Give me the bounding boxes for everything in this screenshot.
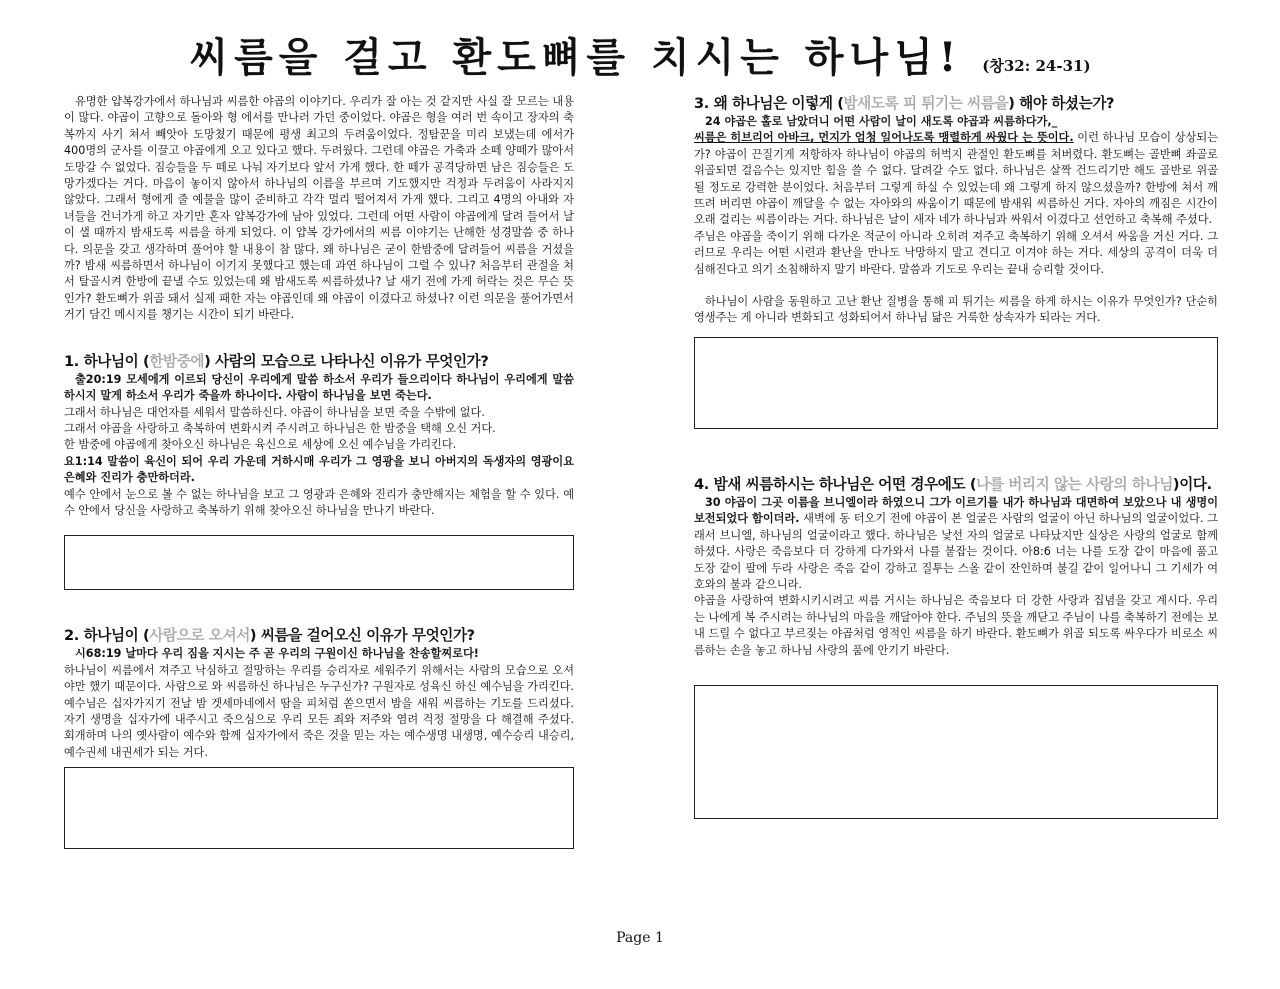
section-1-line: 한 밤중에 야곱에게 찾아오신 하나님은 육신으로 세상에 오신 예수님을 가리킨다. — [64, 438, 457, 452]
section-3-emphasis: 씨름은 히브리어 아바크, 먼지가 엄청 일어나도록 맹렬하게 싸웠다 는 뜻이다. — [694, 131, 1074, 145]
section-1-verse-2: 요1:14 말씀이 육신이 되어 우리 가운데 거하시매 우리가 그 영광을 보니 아버지의 독생자의 영광이요 은혜와 진리가 충만하더라. — [64, 454, 574, 485]
heading-text: 2. 하나님이 ( — [64, 627, 150, 645]
section-3-body-2: 주님은 야곱을 죽이기 위해 다가온 적군이 아니라 오히려 져주고 축복하기 위해 오셔서 싸움을 거신 거다. 그러므로 우리는 어떤 시련과 환난을 만나도 낙망하지 말고 견디고 이겨야 하는 거다. 세상의 공격이 더욱 더 심해진다고 의기 소침해하지 말기 바란다. 말씀과 기도로 우리는 끝내 승리할 것이다. — [694, 229, 1218, 276]
section-3-heading — [694, 94, 1218, 114]
section-3-verse: 24 야곱은 홀로 남았더니 어떤 사람이 날이 새도록 야곱과 씨름하다가,_ — [705, 115, 1058, 128]
heading-text: ) 씨름을 걸어오신 이유가 무엇인가? — [249, 627, 475, 645]
section-2-verse: 시68:19 날마다 우리 짐을 지시는 주 곧 우리의 구원이신 하나님을 찬송할찌로다! — [75, 647, 479, 661]
section-4-body-2: 야곱을 사랑하여 변화시키시려고 씨름 거시는 하나님은 죽음보다 더 강한 사랑과 집념을 갖고 계시다. 우리는 나에게 복 주시려는 하나님의 마음을 깨달아야 한다. 주님의 뜻을 깨닫고 주님이 나를 축복하기 전에는 보내 드릴 수 없다고 부르짖는 야곱처럼 영적인 씨름을 하기 바란다. 환도뼈가 위골 되도록 싸우다가 비로소 씨름하는 손을 놓고 하나님 사랑의 품에 안기기 바란다. — [694, 594, 1218, 657]
heading-text: 3. 왜 하나님은 이렇게 ( — [694, 95, 844, 112]
section-3-text: 이런 하나님 모습이 상상되는가? 야곱이 끈질기게 저항하자 하나님이 야곱의 허벅지 관절인 환도뼈를 쳐버렸다. 환도뼈는 골반뼈 좌골로 위골되면 걸음수는 있지만 힘을 쓸 수 없다. 달려갈 수도 없다. 하나님은 살짝 건드리기만 해도 골반로 위골될 정도로 강력한 분이었다. 처음부터 그렇게 하실 수 있었는데 왜 그렇게 하지 않으셨을까? 한방에 쳐서 깨뜨려 버리면 야곱이 깨달을 수 없는 자아와의 싸움이기 때문에 밤새워 씨름하신 거다. 자아의 깨짐은 시간이 오래 걸리는 씨름이라는 거다. 하나님은 날이 새자 네가 하나님과 싸워서 이겼다고 선언하고 축복해 주셨다. — [694, 131, 1218, 227]
section-1-line: 그래서 야곱을 사랑하고 축복하여 변화시켜 주시려고 하나님은 한 밤중을 택해 오신 거다. — [64, 421, 496, 435]
heading-text: )이다. — [1172, 475, 1212, 493]
section-4-text: 새벽에 동 터오기 전에 야곱이 본 얼굴은 사람의 얼굴이 아닌 하나님의 얼굴이었다. 그래서 브니엘, 하나님의 얼굴이라고 했다. 하나님은 낯선 자의 얼굴로 나타났지만 실상은 사랑의 얼굴로 함께 하셨다. 사랑은 죽음보다 더 강하게 다가와서 나를 붙잡는 것이다. 아8:6 너는 나를 도장 같이 마음에 품고 도장 같이 팔에 두라 사랑은 죽음 같이 강하고 질투는 스올 같이 잔인하며 불길 같이 일어나니 그 기세가 여호와의 불과 같으니라. — [694, 512, 1218, 591]
heading-highlight: 한밤중에 — [149, 352, 205, 370]
answer-box-3[interactable] — [694, 337, 1218, 429]
section-1-verse: 출20:19 모세에게 이르되 당신이 우리에게 말씀 하소서 우리가 들으리이다 하나님이 우리에게 말씀하시지 말게 하소서 우리가 죽을까 하나이다. 사람이 하나님을 보면 죽는다. — [64, 372, 574, 403]
section-4-body — [694, 495, 1218, 593]
heading-highlight: 밤새도록 피 튀기는 씨름을 — [843, 95, 1009, 112]
answer-box-1[interactable] — [64, 535, 574, 590]
section-4-heading — [694, 475, 1218, 495]
heading-text: ) 사람의 모습으로 나타나신 이유가 무엇인가? — [204, 352, 489, 370]
heading-text: 4. 밤새 씨름하시는 하나님은 어떤 경우에도 ( — [694, 475, 977, 493]
document-title — [0, 26, 1280, 83]
section-1-line: 예수 안에서 눈으로 볼 수 없는 하나님을 보고 그 영광과 은혜와 진리가 충만해지는 체험을 할 수 있다. 예수 안에서 당신을 사랑하고 축복하기 위해 찾아오신 하나님을 만나기 바란다. — [64, 487, 574, 517]
section-1-heading — [64, 352, 574, 372]
right-column — [694, 94, 1218, 819]
section-1-line: 그래서 하나님은 대언자를 세워서 말씀하신다. 야곱이 하나님을 보면 죽을 수밖에 없다. — [64, 405, 485, 419]
section-2-heading — [64, 626, 574, 646]
page-number: Page 1 — [616, 930, 664, 946]
intro-paragraph: 유명한 얍복강가에서 하나님과 씨름한 야곱의 이야기다. 우리가 잘 아는 것 같지만 사실 잘 모르는 내용이 많다. 야곱이 고향으로 돌아와 형 에서를 만나러 가던 중이었다. 야곱은 형을 여러 번 속이고 장자의 축복까지 사기 쳐서 빼앗아 도망쳤기 때문에 평생 최고의 두려움이었다. 정탐꾼을 미리 보냈는데 에서가 400명의 군사를 이끌고 야곱에게 오고 있다고 했다. 두려웠다. 그런데 야곱은 가축과 소떼 양떼가 많아서 도망갈 수 없었다. 짐승들을 두 떼로 나눠 자기보다 앞서 가게 했다. 한 떼가 공격당하면 남은 짐승들은 도망가겠다는 거다. 마음이 놓이지 않아서 하나님의 이름을 부르며 기도했지만 걱정과 두려움이 사라지지 않았다. 그래서 형에게 줄 예물을 많이 준비하고 각각 멀리 떨어져서 가게 했다. 그리고 4명의 아내와 자녀들을 건너가게 하고 자기만 혼자 얍복강가에 남아 있었다. 그런데 어떤 사람이 야곱에게 달려 들어서 날이 샐 때까지 밤새도록 씨름을 하게 되었다. 이 얍복 강가에서의 씨름 이야기는 난해한 성경말씀 중 하나다. 의문을 갖고 생각하며 풀어야 할 내용이 참 많다. 왜 하나님은 굳이 한밤중에 달려들어 씨름을 거셨을까? 밤새 씨름하면서 하나님이 이기지 못했다고 했는데 과연 하나님이 그럴 수 있나? 처음부터 관절을 쳐서 탈골시켜 한방에 끝낼 수도 있었는데 왜 밤새도록 씨름하셨나? 날 새기 전에 가게 허락는 것은 무슨 뜻인가? 환도뼈가 위골 돼서 실제 패한 자는 야곱인데 왜 야곱이 이겼다고 하셨나? 이런 의문을 풀어가면서 거기 담긴 메시지를 챙기는 시간이 되기 바란다. — [64, 95, 574, 322]
heading-highlight: 나를 버리지 않는 사랑의 하나님 — [976, 475, 1173, 493]
section-2-body: 하나님이 씨름에서 져주고 낙심하고 절망하는 우리를 승리자로 세워주기 위해서는 사람의 모습으로 오셔야만 했기 때문이다. 사람으로 와 씨름하신 하나님은 누구신가? 구원자로 성육신 하신 예수님을 가리킨다. 예수님은 십자가지기 전날 밤 겟세마네에서 땀을 피처럼 쏟으면서 밤을 새워 씨름하는 기도를 드리셨다. 자기 생명을 십자가에 내주시고 죽으심으로 우리 모든 죄와 저주와 염려 걱정 절망을 다 해결해 주셨다. 회개하며 나의 옛사람이 예수와 함께 십자가에서 죽은 것을 믿는 자는 예수생명 내생명, 예수승리 내승리, 예수권세 내권세가 되는 거다. — [64, 663, 574, 759]
answer-box-4[interactable] — [694, 685, 1218, 819]
answer-box-2[interactable] — [64, 767, 574, 849]
heading-text: 1. 하나님이 ( — [64, 352, 150, 370]
section-3-body — [694, 130, 1218, 228]
title-ref: (창32: 24-31) — [982, 57, 1091, 75]
title-main: 씨름을 걸고 환도뼈를 치시는 하나님! — [189, 34, 963, 81]
section-3-body-3: 하나님이 사람을 동원하고 고난 환난 질병을 통해 피 튀기는 씨름을 하게 하시는 이유가 무엇인가? 단순히 영생주는 게 아니라 변화되고 성화되어서 하나님 닮은 거룩한 상속자가 되라는 거다. — [694, 295, 1218, 325]
section-4-verse: 30 야곱이 그곳 이름을 브니엘이라 하였으니 그가 이르기를 내가 하나님과 대면하여 보았으나 내 생명이 보전되었다 함이더라. — [694, 495, 1218, 526]
heading-highlight: 사람으로 오셔서 — [149, 627, 250, 645]
heading-text: ) 해야 하셨는가? — [1008, 95, 1115, 112]
left-column — [64, 94, 574, 849]
